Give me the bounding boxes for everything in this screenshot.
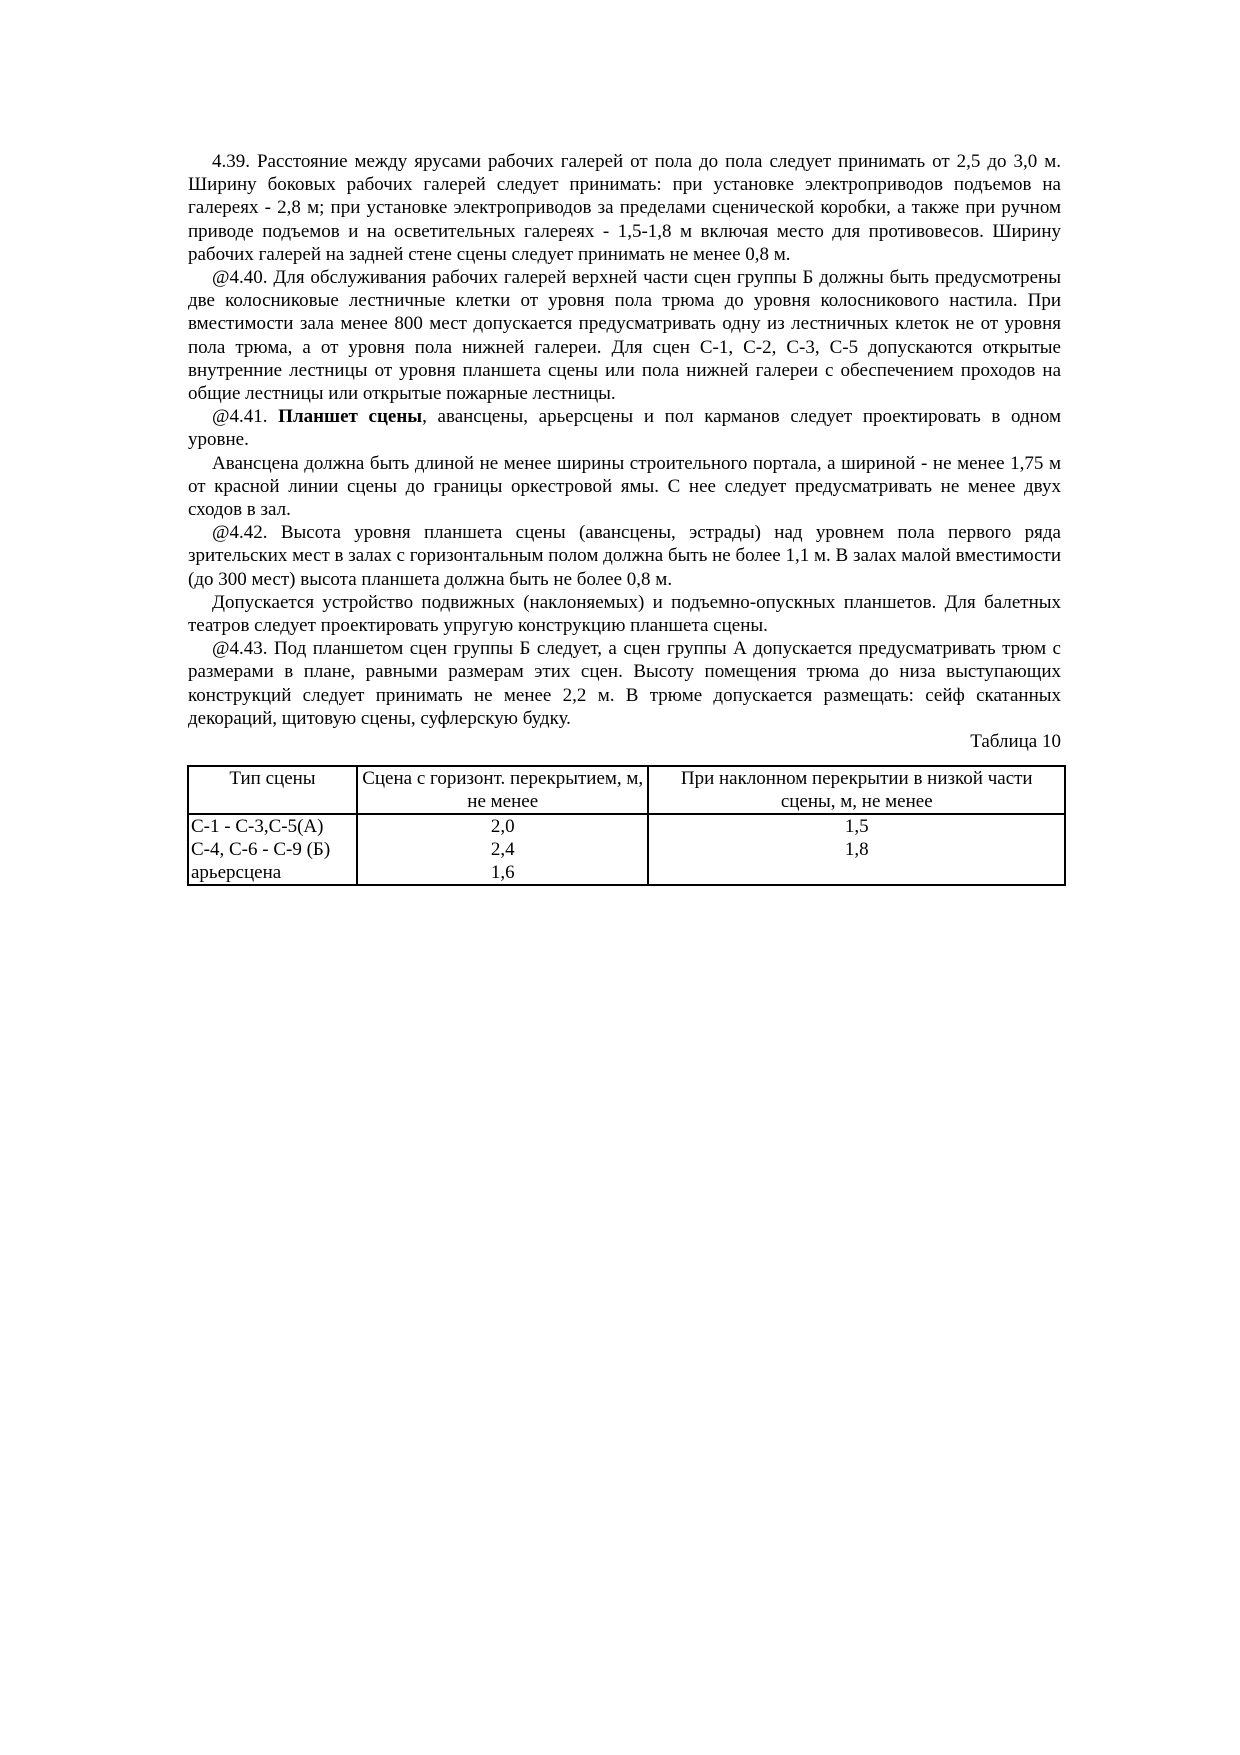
paragraph-4-43: @4.43. Под планшетом сцен группы Б следует, а сцен группы А допускается предусматривать трюм с размерами в плане, равными размерам этих сцен. Высоту помещения трюма до низа выступающих конструкций следует принимать не менее 2,2 м. В трюме допускается размещать: сейф скатанных декораций, щитовую сцены, суфлерскую будку.	[188, 638, 1061, 729]
paragraph-4-42: @4.42. Высота уровня планшета сцены (авансцены, эстрады) над уровнем пола первого ряда зрительских мест в залах с горизонтальным полом должна быть не более 1,1 м. В залах малой вместимости (до 300 мест) высота планшета должна быть не более 0,8 м.	[188, 522, 1061, 590]
cell-horizontal: 1,6	[357, 861, 649, 885]
cell-stage-type: С-4, С-6 - С-9 (Б)	[188, 838, 357, 861]
document-body	[188, 150, 1061, 886]
table-row	[188, 861, 1065, 885]
header-horizontal-ceiling: Сцена с горизонт. перекрытием, м, не менее	[357, 766, 649, 814]
paragraph-4-42-movable: Допускается устройство подвижных (наклоняемых) и подъемно-опускных планшетов. Для балетных театров следует проектировать упругую конструкцию планшета сцены.	[188, 591, 1061, 637]
cell-inclined: 1,5	[648, 814, 1065, 838]
paragraph-4-41-proscenium: Авансцена должна быть длиной не менее ширины строительного портала, а шириной - не менее 1,75 м от красной линии сцены до границы оркестровой ямы. С нее следует предусматривать не менее двух сходов в зал.	[188, 452, 1061, 521]
cell-horizontal: 2,4	[357, 838, 649, 861]
table-caption: Таблица 10	[970, 731, 1061, 753]
stage-height-table	[187, 765, 1066, 886]
paragraph-4-39: 4.39. Расстояние между ярусами рабочих галерей от пола до пола следует принимать от 2,5 до 3,0 м. Ширину боковых рабочих галерей следует принимать: при установке электроприводов подъемов на галереях - 2,8 м; при установке электроприводов за пределами сценической коробки, а также при ручном приводе подъемов и на осветительных галереях - 1,5-1,8 м включая место для противовесов. Ширину рабочих галерей на задней стене сцены следует принимать не менее 0,8 м.	[188, 151, 1061, 265]
cell-inclined: 1,8	[648, 838, 1065, 861]
header-inclined-ceiling: При наклонном перекрытии в низкой части сцены, м, не менее	[648, 766, 1065, 814]
paragraph-4-41-text: , авансцены, арьерсцены и пол карманов следует проектировать в одном уровне.	[188, 406, 1061, 451]
cell-horizontal: 2,0	[357, 814, 649, 838]
table-header-row	[188, 766, 1065, 814]
paragraph-4-41-number: @4.41.	[212, 406, 279, 428]
cell-stage-type: арьерсцена	[188, 861, 357, 885]
table-row	[188, 838, 1065, 861]
cell-inclined	[648, 861, 1065, 885]
paragraph-4-40: @4.40. Для обслуживания рабочих галерей верхней части сцен группы Б должны быть предусмотрены две колосниковые лестничные клетки от уровня пола трюма до уровня колосникового настила. При вместимости зала менее 800 мест допускается предусматривать одну из лестничных клеток не от уровня пола трюма, а от уровня пола нижней галереи. Для сцен С-1, С-2, С-3, С-5 допускаются открытые внутренние лестницы от уровня планшета сцены или пола нижней галереи с обеспечением проходов на общие лестницы или открытые пожарные лестницы.	[188, 267, 1061, 405]
header-stage-type: Тип сцены	[188, 766, 357, 814]
paragraph-4-41	[188, 405, 1061, 451]
table-row	[188, 814, 1065, 838]
cell-stage-type: С-1 - С-3,С-5(А)	[188, 814, 357, 838]
term-stage-planchet: Планшет сцены	[278, 406, 423, 428]
